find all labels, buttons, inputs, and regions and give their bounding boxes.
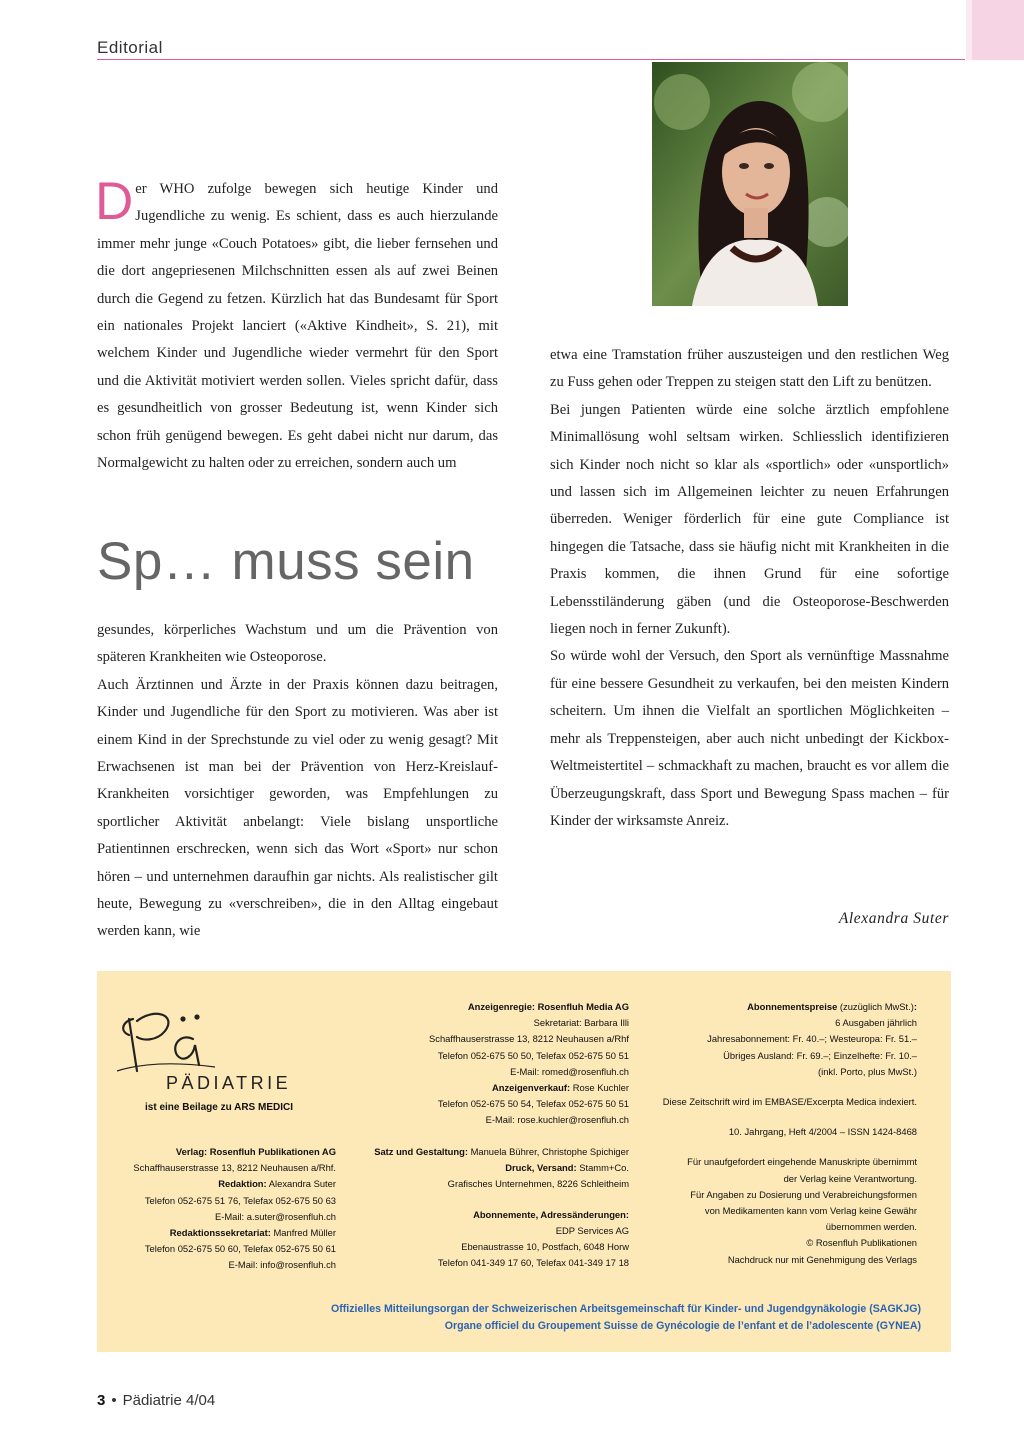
org-line-fr: Organe officiel du Groupement Suisse de Gynécologie de l’enfant et de l’adolescente (GYNEA) [444,1320,921,1332]
imprint-subscription: Abonnementspreise (zuzüglich MwSt.): 6 Ausgaben jährlich Jahresabonnement: Fr. 40.–; Westeuropa: Fr. 51.– Übriges Ausland: Fr. 69.–; Einzelhefte: Fr. 10.– (inkl. Porto, plus MwSt.) Diese Zeitschrift wird im EMBASE/Excerpta Medica indexiert. 10. Jahrgang, Heft 4/2004 – ISSN 1424-8468 Für unaufgefordert eingehende Manuskripte übernimmt der Verlag keine Verantwortung. Für Angaben zu Dosierung und Verabreichungsformen von Medikamenten kann vom Verlag keine Gewähr übernommen werden. © Rosenfluh Publikationen Nachdruck nur mit Genehmigung des Verlags [662,1001,917,1265]
article-column-2 [550,342,949,835]
page-number: 3 [97,1392,106,1409]
logo-subtitle: ist eine Beilage zu ARS MEDICI [145,1102,293,1113]
paragraph: etwa eine Tramstation früher auszusteigen und den restlichen Weg zu Fuss gehen oder Treppen zu steigen statt den Lift zu benützen. [550,347,949,391]
imprint-advertising: Anzeigenregie: Rosenfluh Media AG Sekretariat: Barbara Illi Schaffhauserstrasse 13, 8212 Neuhausen a/Rhf Telefon 052-675 50 50, Telefax 052-675 50 51 E-Mail: romed@rosenfluh.ch Anzeigenverkauf: Rose Kuchler Telefon 052-675 50 54, Telefax 052-675 50 51 E-Mail: rose.kuchler@rosenfluh.ch [429,1001,629,1126]
top-rule [97,59,965,60]
page-footer [97,1392,215,1409]
paediatrie-logo [115,1001,315,1111]
imprint-production: Satz und Gestaltung: Manuela Bührer, Christophe Spichiger Druck, Versand: Stamm+Co. Grafisches Unternehmen, 8226 Schleitheim Abonnemente, Adressänderungen: EDP Services AG Ebenaustrasse 10, Postfach, 6048 Horw Telefon 041-349 17 60, Telefax 041-349 17 18 [374,1146,629,1269]
imprint-box [97,971,951,1352]
headline: Sp… muss sein [97,532,475,591]
footer-bullet: • [111,1392,117,1409]
author-signature: Alexandra Suter [838,910,949,927]
author-photo [652,62,848,306]
article-column-1-top [95,172,498,477]
paragraph: gesundes, körperliches Wachstum und um die Prävention von späteren Krankheiten wie Osteoporose. [97,622,498,666]
paragraph: Auch Ärztinnen und Ärzte in der Praxis können dazu beitragen, Kinder und Jugendliche für den Sport zu motivieren. Was aber ist einem Kind in der Sprechstunde zu viel oder zu wenig gesagt? Mit Erwachsenen ist man bei der Prävention von Herz-Kreislauf-Krankheiten vorsichtiger geworden, was Empfehlungen zu sportlicher Aktivität anbelangt: Viele bislang unsportliche Patientinnen erschrecken, wenn sich das Wort «Sport» nur schon hören – und unternehmen daraufhin gar nichts. Als realistischer gilt heute, Bewegung zu «verschreiben», die in den Alltag eingebaut werden kann, wie [97,676,498,940]
paragraph: er WHO zufolge bewegen sich heutige Kinder und Jugendliche zu wenig. Es schient, dass es auch hierzulande immer mehr junge «Couch Potatoes» gibt, die lieber fernsehen und die dort angepriesenen Milchschnitten essen als auf zwei Beinen durch die Gegend zu fetzen. Kürzlich hat das Bundesamt für Sport ein nationales Projekt lanciert («Aktive Kindheit», S. 21), mit welchem Kinder und Jugendliche wieder vermehrt für den Sport und die Aktivität motiviert werden sollen. Vieles spricht dafür, dass es gesundheitlich von grosser Bedeutung ist, wenn Kinder sich schon früh genügend bewegen. Es geht dabei nicht nur darum, das Normalgewicht zu halten oder zu erreichen, sondern auch um [97,181,498,472]
article-column-1-bottom [97,617,498,946]
corner-tab [966,0,1024,60]
logo-wordmark: PÄDIATRIE [166,1073,292,1093]
paragraph: So würde wohl der Versuch, den Sport als vernünftige Massnahme für eine bessere Gesundheit zu verkaufen, bei den meisten Kindern scheitern. Um ihnen die Vielfalt an sportlichen Möglichkeiten – mehr als Treppensteigen, aber auch nicht unbedingt der Kickbox-Weltmeistertitel – schmackhaft zu machen, braucht es vor allem die Überzeugungskraft, dass Sport und Bewegung Spass machen – für Kinder der wirksamste Anreiz. [550,648,949,829]
org-line-de: Offizielles Mitteilungsorgan der Schweizerischen Arbeitsgemeinschaft für Kinder- und Jugendgynäkologie (SAGKJG) [330,1303,921,1315]
imprint-publisher: Verlag: Rosenfluh Publikationen AG Schaffhauserstrasse 13, 8212 Neuhausen a/Rhf. Redaktion: Alexandra Suter Telefon 052-675 51 76, Telefax 052-675 50 63 E-Mail: a.suter@rosenfluh.ch Redaktionssekretariat: Manfred Müller Telefon 052-675 50 60, Telefax 052-675 50 61 E-Mail: info@rosenfluh.ch [133,1146,336,1271]
issue-label: Pädiatrie 4/04 [122,1392,216,1409]
drop-cap: D [95,172,134,231]
paragraph: Bei jungen Patienten würde eine solche ärztlich empfohlene Minimallösung wohl seltsam wirken. Schliesslich identifizieren sich Kinder noch nicht so klar als «sportlich» oder «unsportlich» und lassen sich im Allgemeinen leichter zu neuen Erfahrungen überreden. Weniger förderlich für eine gute Compliance ist hingegen die Tatsache, dass sie häufig nicht mit Krankheiten in die Praxis kommen, die ihnen Grund für eine sofortige Lebensstiländerung gäben (und die Osteoporose-Beschwerden liegen noch in ferner Zukunft). [550,401,949,638]
section-label: Editorial [97,38,163,57]
